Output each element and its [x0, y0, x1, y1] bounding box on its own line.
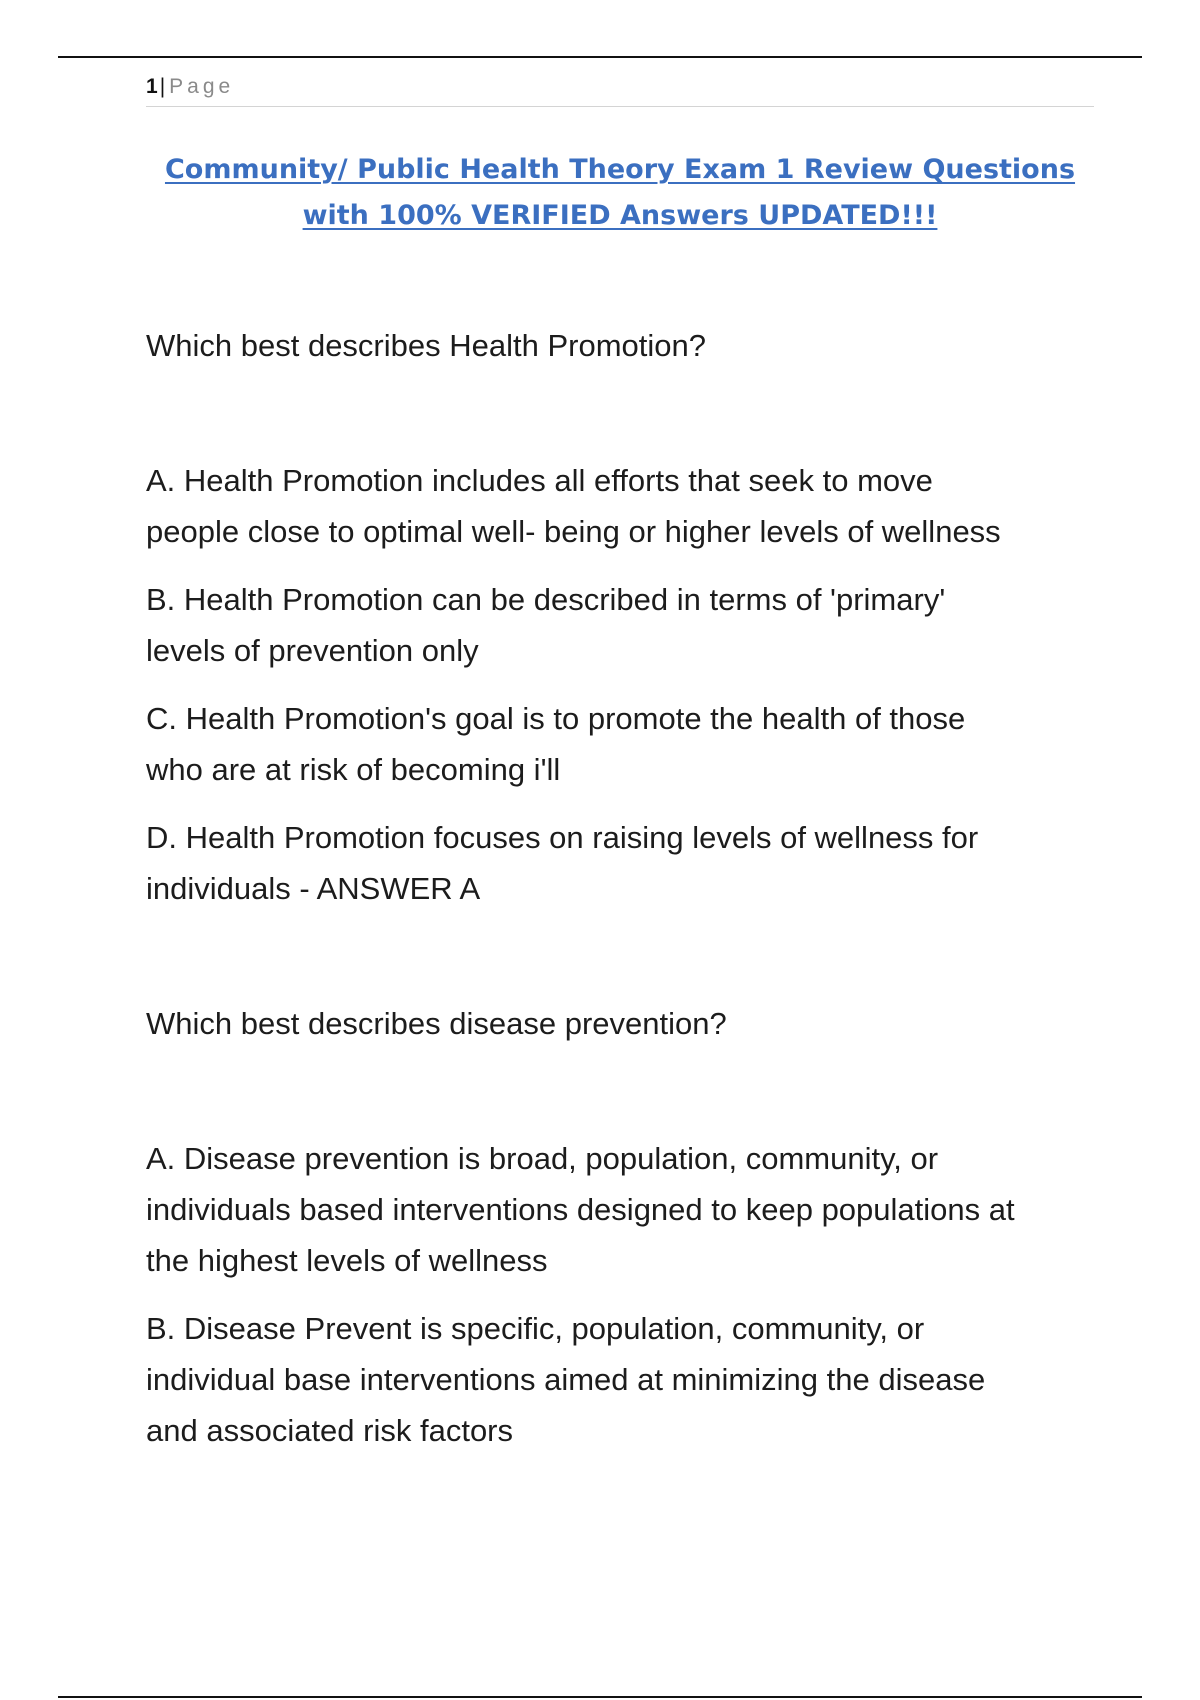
option-line: the highest levels of wellness	[146, 1243, 548, 1278]
option-line: people close to optimal well- being or higher levels of wellness	[146, 514, 1001, 549]
option-line: who are at risk of becoming i'll	[146, 752, 561, 787]
question-2-line: Which best describes disease prevention?	[146, 1006, 727, 1041]
question-1-option-d	[146, 812, 1106, 914]
option-line: A. Disease prevention is broad, population, community, or	[146, 1141, 939, 1176]
option-line: levels of prevention only	[146, 633, 479, 668]
option-line: A. Health Promotion includes all efforts that seek to move	[146, 463, 933, 498]
question-1-option-c	[146, 693, 1106, 795]
question-1-option-b	[146, 574, 1106, 676]
option-line: individuals based interventions designed to keep populations at	[146, 1192, 1015, 1227]
question-1-text	[146, 320, 1106, 371]
option-line: D. Health Promotion focuses on raising levels of wellness for	[146, 820, 979, 855]
question-2-option-a	[146, 1133, 1106, 1286]
question-2-text	[146, 998, 1106, 1049]
question-2-option-b	[146, 1303, 1106, 1456]
top-rule	[58, 56, 1142, 58]
bottom-rule	[58, 1696, 1142, 1698]
option-line: and associated risk factors	[146, 1413, 514, 1448]
title-line-2: with 100% VERIFIED Answers UPDATED!!!	[302, 200, 938, 231]
option-line: individuals - ANSWER A	[146, 871, 481, 906]
option-line: C. Health Promotion's goal is to promote the health of those	[146, 701, 966, 736]
page-label: Page	[169, 75, 235, 98]
page-number: 1	[146, 75, 158, 98]
option-line: individual base interventions aimed at minimizing the disease	[146, 1362, 986, 1397]
document-title	[146, 147, 1094, 239]
question-1-option-a	[146, 455, 1106, 557]
option-line: B. Disease Prevent is specific, population, community, or	[146, 1311, 925, 1346]
page-separator: |	[159, 75, 166, 98]
page-header	[146, 74, 1094, 107]
option-line: B. Health Promotion can be described in terms of 'primary'	[146, 582, 946, 617]
title-line-1: Community/ Public Health Theory Exam 1 Review Questions	[164, 154, 1076, 185]
question-1-line: Which best describes Health Promotion?	[146, 328, 706, 363]
